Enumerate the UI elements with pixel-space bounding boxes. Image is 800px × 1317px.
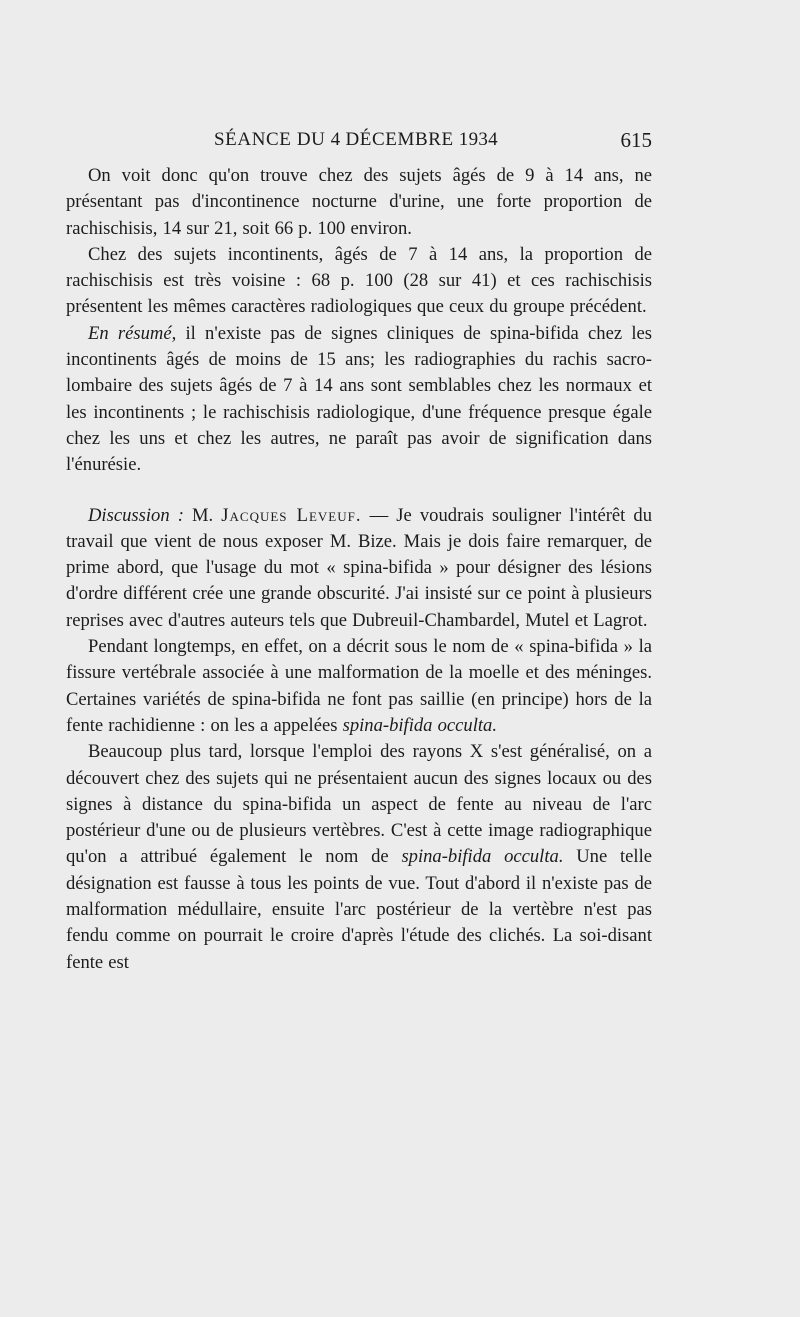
paragraph-5 (66, 634, 652, 739)
header-title (60, 129, 652, 151)
running-header (60, 126, 652, 156)
paragraph-4 (66, 503, 652, 634)
paragraph-6 (66, 739, 652, 976)
header-title-day: 4 (330, 129, 341, 150)
paragraph-4-lead: Discussion : (88, 504, 184, 526)
paragraph-4-rest: — Je voudrais souligner l'intérêt du travail que vient de nous exposer M. Bize. Mais je dois faire remarquer, de prime abord, que l'usage du mot « spina-bifida » pour désigner des lésions d'ordre différent crée une grande obscurité. J'ai insisté sur ce point à plusieurs reprises avec d'autres auteurs tels que Dubreuil-Chambardel, Mutel et Lagrot. (66, 504, 652, 631)
page-number: 615 (620, 128, 652, 152)
header-title-prefix: SÉANCE DU (214, 129, 326, 150)
paragraph-2: Chez des sujets incontinents, âgés de 7 à 14 ans, la proportion de rachischisis est très voisine : 68 p. 100 (28 sur 41) et ces rachischisis présentent les mêmes caractères radiologiques que ceux du groupe précédent. (66, 243, 652, 318)
paragraph-6-text: Beaucoup plus tard, lorsque l'emploi des rayons X s'est généralisé, on a découvert chez des sujets qui ne présentaient aucun des signes locaux ou des signes à distance du spina-bifida un aspect de fente au niveau de l'arc postérieur d'une ou de plusieurs vertèbres. C'est à cette image radiographique qu'on a attribué également le nom de (66, 741, 652, 868)
paragraph-5-italic: spina-bifida occulta. (342, 714, 498, 736)
paragraph-1: On voit donc qu'on trouve chez des sujets âgés de 9 à 14 ans, ne présentant pas d'incontinence nocturne d'urine, une forte proportion de rachischisis, 14 sur 21, soit 66 p. 100 environ. (66, 165, 652, 239)
header-title-month: DÉCEMBRE (345, 129, 454, 150)
paragraph-3-lead: En résumé, (88, 322, 177, 344)
paragraph-6-italic: spina-bifida occulta. (401, 846, 564, 868)
header-title-year: 1934 (458, 129, 498, 150)
paragraph-4-speaker: Jacques Leveuf. (221, 504, 362, 526)
paragraph-4-title: M. (183, 504, 222, 526)
paragraph-3-rest: il n'existe pas de signes cliniques de spina-bifida chez les incontinents âgés de moins de 15 ans; les radiographies du rachis sacro-lombaire des sujets âgés de 7 à 14 ans sont semblables chez les normaux et les incontinents ; le rachischisis radiologique, d'une fréquence presque égale chez les uns et chez les autres, ne paraît pas avoir de signification dans l'énurésie. (66, 322, 652, 476)
paragraph-5-text: Pendant longtemps, en effet, on a décrit sous le nom de « spina-bifida » la fissure vertébrale associée à une malformation de la moelle et des méninges. Certaines variétés de spina-bifida ne font pas saillie (en principe) hors de la fente rachidienne : on les a appelées (66, 636, 652, 736)
body-text (66, 163, 652, 976)
paragraph-6-rest: Une telle désignation est fausse à tous les points de vue. Tout d'abord il n'existe pas de malformation médullaire, ensuite l'arc postérieur de la vertèbre n'est pas fendu comme on pourrait le croire d'après l'étude des clichés. La soi-disant fente est (66, 846, 652, 973)
paragraph-3 (66, 321, 652, 479)
